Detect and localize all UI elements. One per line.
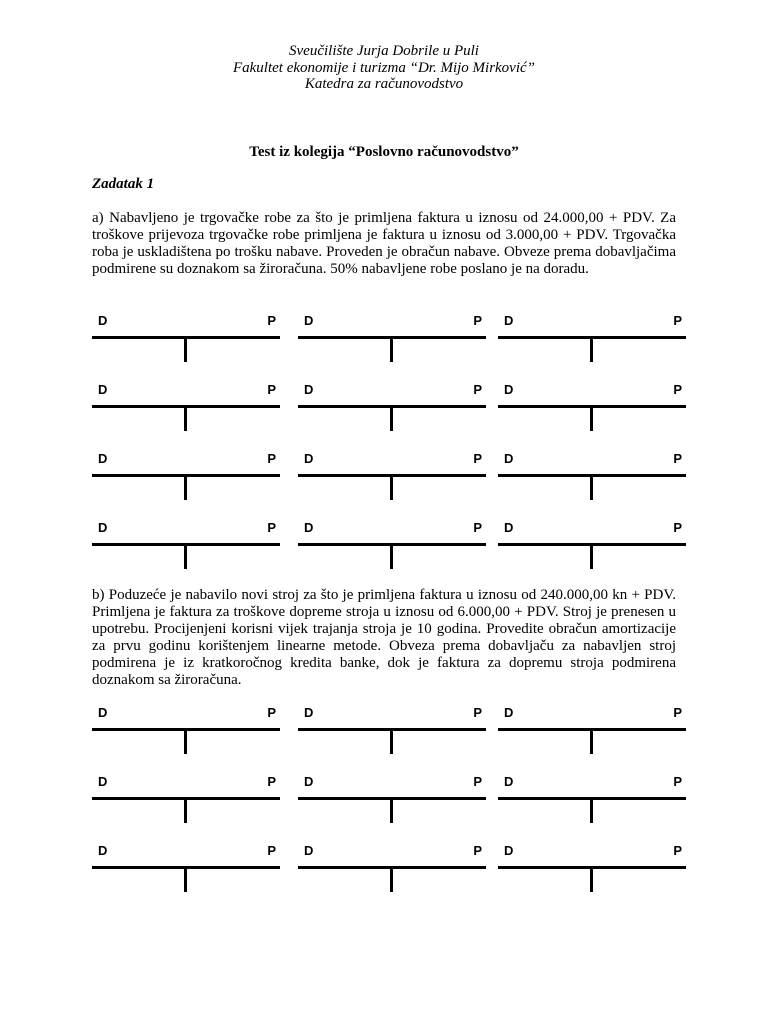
credit-label: P <box>267 843 276 858</box>
debit-label: D <box>304 451 314 466</box>
credit-label: P <box>473 520 482 535</box>
credit-label: P <box>673 843 682 858</box>
t-account <box>298 774 486 824</box>
t-account-divider-line <box>184 474 187 500</box>
credit-label: P <box>267 382 276 397</box>
credit-label: P <box>267 451 276 466</box>
debit-label: D <box>504 774 514 789</box>
debit-label: D <box>504 451 514 466</box>
t-account <box>92 705 280 755</box>
t-account <box>498 313 686 363</box>
grid-b-row <box>92 774 682 843</box>
debit-label: D <box>98 382 108 397</box>
credit-label: P <box>473 843 482 858</box>
t-account <box>92 382 280 432</box>
credit-label: P <box>267 313 276 328</box>
debit-label: D <box>98 843 108 858</box>
task-b-text: b) Poduzeće je nabavilo novi stroj za što je primljena faktura u iznosu od 240.000,00 kn + PDV. Primljena je faktura za troškove dopreme stroja u iznosu od 6.000,00 + PDV. Stroj je prenesen u upotrebu. Procijenjeni korisni vijek trajanja stroja je 10 godina. Provedite obračun amortizacije za prvu godinu korištenjem linearne metode. Obveza prema dobavljaču za nabavljen stroj podmirena je iz kratkoročnog kredita banke, dok je faktura za dopremu stroja podmirena doznakom sa žiroračuna. <box>92 587 676 688</box>
grid-a-row <box>92 382 682 451</box>
t-account-divider-line <box>590 474 593 500</box>
debit-label: D <box>504 705 514 720</box>
t-account-divider-line <box>390 405 393 431</box>
t-account <box>498 705 686 755</box>
t-account-divider-line <box>390 797 393 823</box>
credit-label: P <box>267 520 276 535</box>
debit-label: D <box>504 313 514 328</box>
t-account-divider-line <box>590 336 593 362</box>
t-account-divider-line <box>590 797 593 823</box>
t-account <box>298 843 486 893</box>
t-account <box>498 774 686 824</box>
university-name: Sveučilište Jurja Dobrile u Puli <box>289 43 479 59</box>
t-account <box>298 382 486 432</box>
grid-b-row <box>92 843 682 912</box>
t-account-divider-line <box>184 336 187 362</box>
t-account-divider-line <box>390 474 393 500</box>
debit-label: D <box>304 313 314 328</box>
t-account <box>498 382 686 432</box>
credit-label: P <box>673 382 682 397</box>
task-heading: Zadatak 1 <box>92 176 155 192</box>
test-title: Test iz kolegija “Poslovno računovodstvo” <box>249 144 519 160</box>
t-account-divider-line <box>390 728 393 754</box>
debit-label: D <box>98 705 108 720</box>
debit-label: D <box>304 382 314 397</box>
t-account-divider-line <box>184 797 187 823</box>
t-account-grid-a <box>92 313 682 589</box>
credit-label: P <box>267 705 276 720</box>
credit-label: P <box>473 451 482 466</box>
t-account-divider-line <box>184 866 187 892</box>
t-account <box>92 774 280 824</box>
credit-label: P <box>673 774 682 789</box>
debit-label: D <box>304 774 314 789</box>
debit-label: D <box>98 313 108 328</box>
debit-label: D <box>304 843 314 858</box>
grid-a-row <box>92 313 682 382</box>
t-account <box>298 451 486 501</box>
grid-a-row <box>92 520 682 589</box>
university-header <box>0 43 768 93</box>
debit-label: D <box>504 382 514 397</box>
t-account-divider-line <box>184 728 187 754</box>
t-account-divider-line <box>184 405 187 431</box>
grid-a-row <box>92 451 682 520</box>
debit-label: D <box>98 451 108 466</box>
debit-label: D <box>504 520 514 535</box>
t-account-divider-line <box>390 336 393 362</box>
debit-label: D <box>304 520 314 535</box>
credit-label: P <box>473 705 482 720</box>
t-account <box>298 313 486 363</box>
grid-b-row <box>92 705 682 774</box>
credit-label: P <box>473 774 482 789</box>
credit-label: P <box>673 705 682 720</box>
t-account <box>298 520 486 570</box>
t-account <box>92 451 280 501</box>
t-account <box>498 451 686 501</box>
faculty-name: Fakultet ekonomije i turizma “Dr. Mijo Mirković” <box>232 59 536 76</box>
debit-label: D <box>98 774 108 789</box>
t-account-divider-line <box>390 866 393 892</box>
credit-label: P <box>473 313 482 328</box>
credit-label: P <box>673 520 682 535</box>
credit-label: P <box>267 774 276 789</box>
t-account <box>92 520 280 570</box>
t-account <box>498 843 686 893</box>
task-a-text: a) Nabavljeno je trgovačke robe za što je primljena faktura u iznosu od 24.000,00 + PDV. Za troškove prijevoza trgovačke robe primljena je faktura u iznosu od 3.000,00 + PDV. Trgovačka roba je uskladištena po trošku nabave. Proveden je obračun nabave. Obveze prema dobavljačima podmirene su doznakom sa žiroračuna. 50% nabavljene robe poslano je na doradu. <box>92 210 676 277</box>
t-account-divider-line <box>184 543 187 569</box>
t-account-divider-line <box>590 728 593 754</box>
department-name: Katedra za računovodstvo <box>304 76 464 92</box>
t-account-grid-b <box>92 705 682 912</box>
credit-label: P <box>673 313 682 328</box>
credit-label: P <box>673 451 682 466</box>
debit-label: D <box>304 705 314 720</box>
t-account-divider-line <box>590 543 593 569</box>
t-account-divider-line <box>390 543 393 569</box>
t-account <box>298 705 486 755</box>
t-account-divider-line <box>590 866 593 892</box>
t-account <box>92 843 280 893</box>
credit-label: P <box>473 382 482 397</box>
t-account <box>498 520 686 570</box>
debit-label: D <box>504 843 514 858</box>
t-account-divider-line <box>590 405 593 431</box>
debit-label: D <box>98 520 108 535</box>
t-account <box>92 313 280 363</box>
